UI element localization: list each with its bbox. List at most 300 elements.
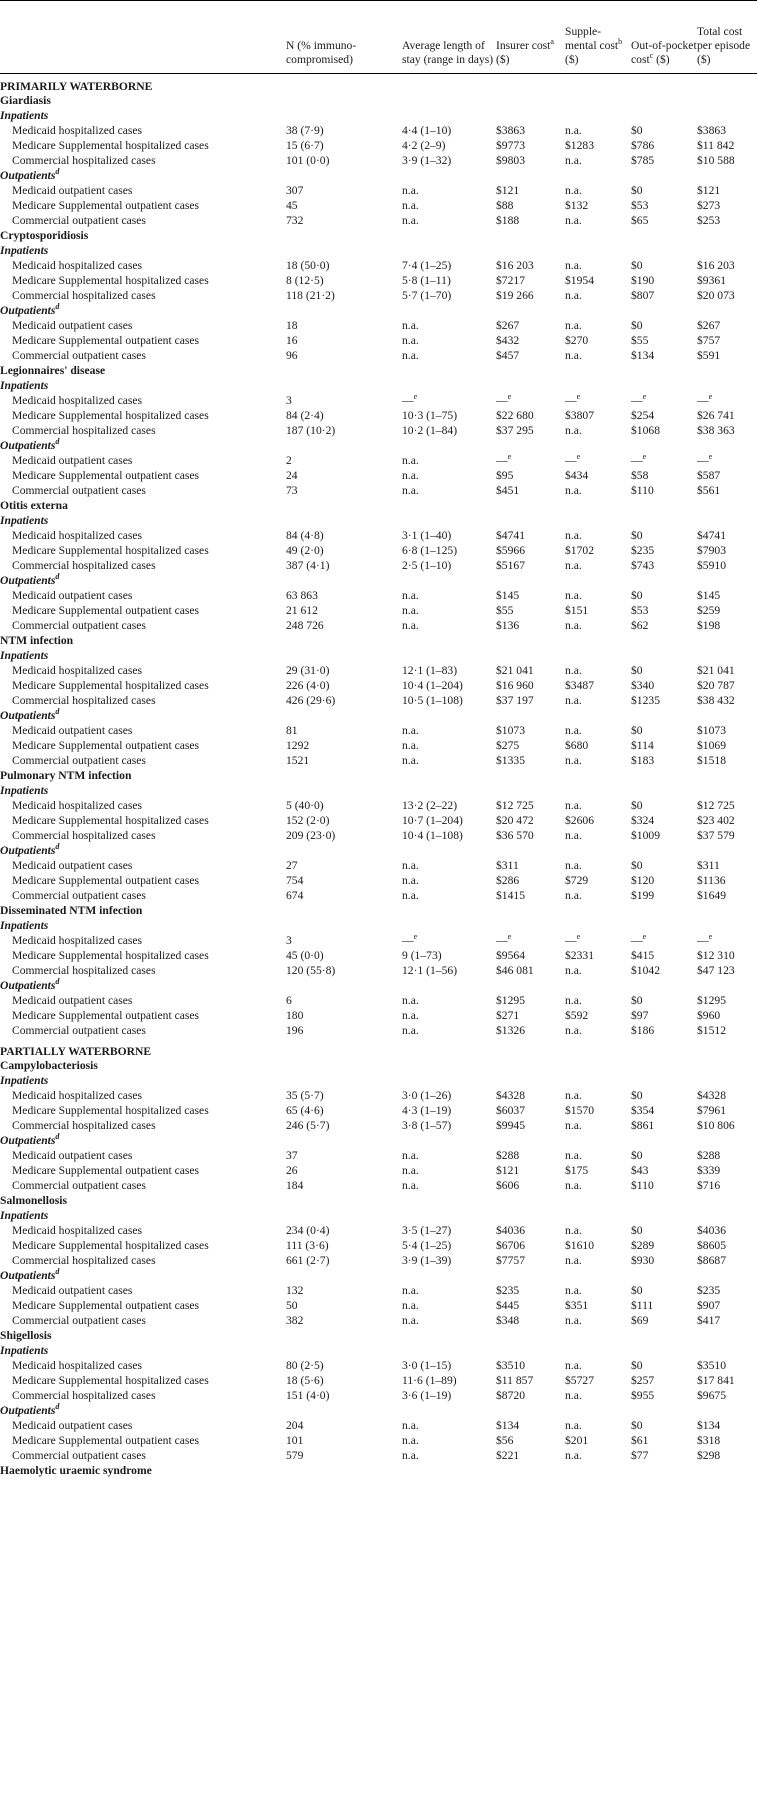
cell-insurer-cost: $9945 [496, 1119, 525, 1132]
cell-supplemental-cost: n.a. [565, 259, 582, 272]
cell-length-of-stay: 7·4 (1–25) [402, 259, 452, 272]
cell-supplemental-cost: n.a. [565, 289, 582, 302]
cell-out-of-pocket-cost: $0 [631, 1224, 643, 1237]
disease-heading-row [0, 1329, 757, 1344]
cell-n: 37 [286, 1149, 298, 1162]
footnote-marker: d [55, 167, 60, 177]
cell-total-cost: $235 [697, 1284, 721, 1297]
cell-length-of-stay: n.a. [402, 1164, 419, 1177]
cell-out-of-pocket-cost: $186 [631, 1024, 655, 1037]
cell-insurer-cost [496, 394, 565, 409]
cell-out-of-pocket-cost: $0 [631, 529, 643, 542]
cell-total-cost: $1512 [697, 1024, 726, 1037]
row-label: Medicare Supplemental hospitalized cases [12, 1374, 209, 1387]
cell-total-cost: $9675 [697, 1389, 726, 1402]
footnote-marker: e [708, 452, 713, 462]
cell-supplemental-cost: n.a. [565, 964, 582, 977]
cell-out-of-pocket-cost: $190 [631, 274, 655, 287]
cell-total-cost: $8605 [697, 1239, 726, 1252]
patient-group-label [0, 979, 757, 994]
cell-length-of-stay [402, 394, 496, 409]
cell-out-of-pocket-cost: $0 [631, 259, 643, 272]
patient-group-row [0, 1134, 757, 1149]
cell-supplemental-cost: n.a. [565, 889, 582, 902]
table-row [0, 1419, 757, 1434]
footnote-marker: e [642, 392, 647, 402]
cell-length-of-stay: n.a. [402, 214, 419, 227]
cell-out-of-pocket-cost: $199 [631, 889, 655, 902]
cell-insurer-cost: $1295 [496, 994, 525, 1007]
footnote-marker: d [55, 437, 60, 447]
cell-insurer-cost: $11 857 [496, 1374, 534, 1387]
row-label: Commercial hospitalized cases [12, 1389, 156, 1402]
cell-n: 45 (0·0) [286, 949, 324, 962]
cell-total-cost: $26 741 [697, 409, 735, 422]
cell-out-of-pocket-cost [631, 934, 697, 949]
cell-total-cost: $47 123 [697, 964, 735, 977]
cell-supplemental-cost: n.a. [565, 1389, 582, 1402]
header-out-of-pocket-cost: Out-of-pocket cost$^c$ ($) [631, 1, 697, 74]
row-label: Commercial hospitalized cases [12, 694, 156, 707]
table-row [0, 1089, 757, 1104]
cell-length-of-stay: 10·3 (1–75) [402, 409, 458, 422]
row-label: Commercial outpatient cases [12, 889, 146, 902]
table-row [0, 859, 757, 874]
table-row [0, 724, 757, 739]
footnote-marker: e [576, 392, 581, 402]
dash-value: — [631, 934, 643, 947]
cell-supplemental-cost [565, 934, 631, 949]
cell-insurer-cost [496, 934, 565, 949]
cell-n: 65 (4·6) [286, 1104, 324, 1117]
cell-n: 6 [286, 994, 292, 1007]
cell-supplemental-cost: $592 [565, 1009, 589, 1022]
cell-out-of-pocket-cost: $111 [631, 1299, 654, 1312]
disease-heading-row [0, 1194, 757, 1209]
row-label: Medicare Supplemental outpatient cases [12, 199, 200, 212]
cell-out-of-pocket-cost: $324 [631, 814, 655, 827]
patient-group-label [0, 709, 757, 724]
footnote-marker: e [642, 452, 647, 462]
table-row [0, 589, 757, 604]
footnote-marker: e [507, 932, 512, 942]
dash-value: — [565, 454, 577, 467]
cell-out-of-pocket-cost: $43 [631, 1164, 649, 1177]
table-row [0, 829, 757, 844]
patient-group-label [0, 304, 757, 319]
cell-insurer-cost: $457 [496, 349, 520, 362]
dash-value: — [697, 394, 709, 407]
cell-n: 16 [286, 334, 298, 347]
cell-supplemental-cost: $151 [565, 604, 589, 617]
footnote-marker: d [55, 1402, 60, 1412]
cell-supplemental-cost: n.a. [565, 349, 582, 362]
dash-value: — [496, 934, 508, 947]
row-label: Medicare Supplemental outpatient cases [12, 874, 200, 887]
patient-group-label [0, 1344, 757, 1359]
cell-length-of-stay: 6·8 (1–125) [402, 544, 458, 557]
cell-out-of-pocket-cost: $183 [631, 754, 655, 767]
cell-total-cost: $1073 [697, 724, 726, 737]
table-row [0, 259, 757, 274]
patient-group-label [0, 244, 757, 259]
cell-n: 101 [286, 1434, 304, 1447]
patient-group-label [0, 1269, 757, 1284]
cell-out-of-pocket-cost: $1009 [631, 829, 660, 842]
cell-n: 209 (23·0) [286, 829, 336, 842]
cell-total-cost: $38 363 [697, 424, 735, 437]
cell-length-of-stay: 3·1 (1–40) [402, 529, 452, 542]
patient-group-row [0, 709, 757, 724]
footnote-marker: e [708, 932, 713, 942]
cell-total-cost: $10 588 [697, 154, 735, 167]
row-label: Medicare Supplemental outpatient cases [12, 1299, 200, 1312]
cell-out-of-pocket-cost: $0 [631, 319, 643, 332]
cell-n: 18 (5·6) [286, 1374, 324, 1387]
disease-heading-row [0, 904, 757, 919]
cell-n: 101 (0·0) [286, 154, 330, 167]
disease-heading-row [0, 634, 757, 649]
cell-insurer-cost: $136 [496, 619, 520, 632]
cell-length-of-stay: 3·9 (1–32) [402, 154, 452, 167]
cell-out-of-pocket-cost: $354 [631, 1104, 655, 1117]
table-row [0, 394, 757, 409]
cell-insurer-cost: $7217 [496, 274, 525, 287]
cell-n: 196 [286, 1024, 304, 1037]
cell-insurer-cost: $16 203 [496, 259, 534, 272]
cell-n: 426 (29·6) [286, 694, 336, 707]
table-row [0, 1009, 757, 1024]
cell-total-cost: $21 041 [697, 664, 735, 677]
cell-insurer-cost: $5966 [496, 544, 525, 557]
patient-group-row [0, 169, 757, 184]
patient-group-row [0, 304, 757, 319]
cell-total-cost: $8687 [697, 1254, 726, 1267]
table-row [0, 469, 757, 484]
cell-supplemental-cost: n.a. [565, 154, 582, 167]
cell-supplemental-cost: n.a. [565, 319, 582, 332]
row-label: Medicaid hospitalized cases [12, 1224, 143, 1237]
cell-length-of-stay: n.a. [402, 889, 419, 902]
dash-value: — [496, 454, 508, 467]
row-label: Commercial outpatient cases [12, 754, 146, 767]
cell-supplemental-cost: n.a. [565, 1089, 582, 1102]
cell-supplemental-cost: n.a. [565, 829, 582, 842]
cell-insurer-cost: $37 295 [496, 424, 534, 437]
cell-out-of-pocket-cost: $254 [631, 409, 655, 422]
patient-group-label [0, 844, 757, 859]
cell-insurer-cost: $16 960 [496, 679, 534, 692]
cell-out-of-pocket-cost: $114 [631, 739, 654, 752]
cell-out-of-pocket-cost: $65 [631, 214, 649, 227]
cell-total-cost: $37 579 [697, 829, 735, 842]
table-row [0, 1119, 757, 1134]
cell-length-of-stay: 5·4 (1–25) [402, 1239, 452, 1252]
cell-n: 84 (4·8) [286, 529, 324, 542]
cell-insurer-cost: $221 [496, 1449, 520, 1462]
cell-length-of-stay: 3·6 (1–19) [402, 1389, 452, 1402]
cell-supplemental-cost: $201 [565, 1434, 589, 1447]
footnote-marker: d [55, 842, 60, 852]
cell-n: 1292 [286, 739, 310, 752]
table-row [0, 664, 757, 679]
cell-total-cost: $7961 [697, 1104, 726, 1117]
table-row [0, 1224, 757, 1239]
cell-insurer-cost: $348 [496, 1314, 520, 1327]
cell-total-cost: $23 402 [697, 814, 735, 827]
row-label: Commercial outpatient cases [12, 214, 146, 227]
cell-insurer-cost: $9803 [496, 154, 525, 167]
cell-supplemental-cost: n.a. [565, 184, 582, 197]
cell-insurer-cost: $121 [496, 1164, 520, 1177]
cell-out-of-pocket-cost: $807 [631, 289, 655, 302]
cell-supplemental-cost: $351 [565, 1299, 589, 1312]
patient-group-row [0, 514, 757, 529]
patient-group-text: Inpatients [0, 919, 49, 932]
patient-group-label [0, 109, 757, 124]
cell-total-cost: $16 203 [697, 259, 735, 272]
cell-length-of-stay: n.a. [402, 1299, 419, 1312]
cell-n: 18 (50·0) [286, 259, 330, 272]
cell-supplemental-cost: $2331 [565, 949, 594, 962]
cell-length-of-stay: 10·4 (1–108) [402, 829, 463, 842]
cell-out-of-pocket-cost: $786 [631, 139, 655, 152]
cell-total-cost: $17 841 [697, 1374, 735, 1387]
cell-out-of-pocket-cost: $62 [631, 619, 649, 632]
cell-out-of-pocket-cost: $955 [631, 1389, 655, 1402]
disease-name: Giardiasis [0, 94, 51, 107]
cell-length-of-stay: n.a. [402, 184, 419, 197]
cell-length-of-stay: n.a. [402, 349, 419, 362]
cell-out-of-pocket-cost: $235 [631, 544, 655, 557]
cell-supplemental-cost: $729 [565, 874, 589, 887]
cell-supplemental-cost: $1954 [565, 274, 594, 287]
patient-group-row [0, 109, 757, 124]
cell-n: 387 (4·1) [286, 559, 330, 572]
header-n: N (% immuno-compromised) [286, 1, 402, 74]
cell-total-cost: $3510 [697, 1359, 726, 1372]
cell-length-of-stay: 12·1 (1–83) [402, 664, 458, 677]
row-label: Medicaid outpatient cases [12, 184, 133, 197]
patient-group-text: Outpatients [0, 709, 56, 722]
cell-length-of-stay: 4·4 (1–10) [402, 124, 452, 137]
cell-length-of-stay: 10·7 (1–204) [402, 814, 463, 827]
table-row [0, 1389, 757, 1404]
row-label: Medicaid outpatient cases [12, 1149, 133, 1162]
footnote-marker: e [413, 932, 418, 942]
row-label: Commercial outpatient cases [12, 1314, 146, 1327]
patient-group-text: Inpatients [0, 244, 49, 257]
table-row [0, 184, 757, 199]
row-label: Medicare Supplemental hospitalized cases [12, 814, 209, 827]
cell-n: 26 [286, 1164, 298, 1177]
cell-supplemental-cost: n.a. [565, 724, 582, 737]
table-row [0, 754, 757, 769]
cell-insurer-cost [496, 454, 565, 469]
table-row [0, 694, 757, 709]
row-label: Commercial outpatient cases [12, 349, 146, 362]
cell-total-cost: $11 842 [697, 139, 735, 152]
table-row [0, 214, 757, 229]
section-title: PRIMARILY WATERBORNE [0, 80, 153, 93]
patient-group-label [0, 1074, 757, 1089]
table-row [0, 1314, 757, 1329]
cell-length-of-stay: 10·5 (1–108) [402, 694, 463, 707]
cell-out-of-pocket-cost: $53 [631, 604, 649, 617]
row-label: Medicaid outpatient cases [12, 454, 133, 467]
patient-group-text: Outpatients [0, 1269, 56, 1282]
patient-group-label [0, 1404, 757, 1419]
cell-length-of-stay: n.a. [402, 454, 419, 467]
patient-group-row [0, 844, 757, 859]
cell-insurer-cost: $288 [496, 1149, 520, 1162]
row-label: Medicaid hospitalized cases [12, 529, 143, 542]
cell-insurer-cost: $1326 [496, 1024, 525, 1037]
table-row [0, 424, 757, 439]
patient-group-label [0, 649, 757, 664]
disease-name: NTM infection [0, 634, 74, 647]
cell-n: 38 (7·9) [286, 124, 324, 137]
patient-group-text: Inpatients [0, 1344, 49, 1357]
disease-heading-row [0, 769, 757, 784]
cell-out-of-pocket-cost: $1042 [631, 964, 660, 977]
cell-out-of-pocket-cost: $0 [631, 589, 643, 602]
cell-n: 382 [286, 1314, 304, 1327]
cell-out-of-pocket-cost: $0 [631, 859, 643, 872]
cell-n: 27 [286, 859, 298, 872]
patient-group-row [0, 1404, 757, 1419]
cell-length-of-stay: 10·2 (1–84) [402, 424, 458, 437]
header-supplemental-cost: Supple-mental cost$^b$ ($) [565, 1, 631, 74]
cell-insurer-cost: $37 197 [496, 694, 534, 707]
row-label: Medicare Supplemental outpatient cases [12, 469, 200, 482]
cell-out-of-pocket-cost: $0 [631, 724, 643, 737]
cell-out-of-pocket-cost: $0 [631, 1149, 643, 1162]
cell-out-of-pocket-cost: $120 [631, 874, 655, 887]
table-row [0, 1239, 757, 1254]
cell-insurer-cost: $55 [496, 604, 514, 617]
cell-n: 3 [286, 394, 292, 407]
cell-supplemental-cost: $1610 [565, 1239, 594, 1252]
header-total-cost: Total cost per episode ($) [697, 1, 757, 74]
row-label: Commercial outpatient cases [12, 484, 146, 497]
cell-out-of-pocket-cost [631, 394, 697, 409]
cell-total-cost: $3863 [697, 124, 726, 137]
cell-total-cost: $4036 [697, 1224, 726, 1237]
cell-insurer-cost: $3863 [496, 124, 525, 137]
cell-n: 8 (12·5) [286, 274, 324, 287]
row-label: Medicare Supplemental hospitalized cases [12, 1104, 209, 1117]
cell-out-of-pocket-cost: $0 [631, 994, 643, 1007]
cell-supplemental-cost: $1570 [565, 1104, 594, 1117]
cell-insurer-cost: $188 [496, 214, 520, 227]
cell-total-cost: $20 073 [697, 289, 735, 302]
cell-insurer-cost: $121 [496, 184, 520, 197]
table-row [0, 889, 757, 904]
cell-length-of-stay: 3·8 (1–57) [402, 1119, 452, 1132]
cell-out-of-pocket-cost: $257 [631, 1374, 655, 1387]
dash-value: — [631, 454, 643, 467]
patient-group-text: Outpatients [0, 844, 56, 857]
cell-supplemental-cost: n.a. [565, 424, 582, 437]
row-label: Medicaid outpatient cases [12, 1419, 133, 1432]
cell-n: 204 [286, 1419, 304, 1432]
row-label: Medicare Supplemental outpatient cases [12, 1434, 200, 1447]
cell-n: 674 [286, 889, 304, 902]
cell-n: 152 (2·0) [286, 814, 330, 827]
disease-heading-row [0, 94, 757, 109]
cell-insurer-cost: $5167 [496, 559, 525, 572]
disease-name: Shigellosis [0, 1329, 52, 1342]
cell-n: 151 (4·0) [286, 1389, 330, 1402]
cell-out-of-pocket-cost: $77 [631, 1449, 649, 1462]
cell-insurer-cost: $7757 [496, 1254, 525, 1267]
table-row [0, 739, 757, 754]
cell-supplemental-cost: n.a. [565, 1179, 582, 1192]
disease-name: Haemolytic uraemic syndrome [0, 1464, 152, 1477]
cell-n: 184 [286, 1179, 304, 1192]
row-label: Commercial hospitalized cases [12, 964, 156, 977]
footnote-marker: e [576, 452, 581, 462]
cell-total-cost: $267 [697, 319, 721, 332]
table-row [0, 409, 757, 424]
cell-supplemental-cost: $2606 [565, 814, 594, 827]
patient-group-label [0, 1209, 757, 1224]
table-row [0, 1299, 757, 1314]
cell-out-of-pocket-cost: $340 [631, 679, 655, 692]
footnote-marker: d [55, 572, 60, 582]
table-row [0, 199, 757, 214]
cell-out-of-pocket-cost: $61 [631, 1434, 649, 1447]
cell-total-cost: $145 [697, 589, 721, 602]
disease-name: Otitis externa [0, 499, 68, 512]
patient-group-text: Outpatients [0, 1404, 56, 1417]
row-label: Medicaid hospitalized cases [12, 124, 143, 137]
patient-group-text: Inpatients [0, 649, 49, 662]
cell-out-of-pocket-cost: $110 [631, 484, 654, 497]
patient-group-row [0, 649, 757, 664]
row-label: Medicare Supplemental outpatient cases [12, 334, 200, 347]
cell-length-of-stay: 10·4 (1–204) [402, 679, 463, 692]
header-insurer-cost: Insurer cost$^a$ ($) [496, 1, 565, 74]
cell-supplemental-cost: n.a. [565, 1359, 582, 1372]
cell-total-cost: $288 [697, 1149, 721, 1162]
cell-length-of-stay: n.a. [402, 859, 419, 872]
cell-n: 81 [286, 724, 298, 737]
cell-supplemental-cost: $270 [565, 334, 589, 347]
cell-out-of-pocket-cost: $1235 [631, 694, 660, 707]
cell-out-of-pocket-cost: $110 [631, 1179, 654, 1192]
cell-n: 45 [286, 199, 298, 212]
section-heading-row [0, 74, 757, 95]
cell-n: 579 [286, 1449, 304, 1462]
cell-out-of-pocket-cost: $0 [631, 124, 643, 137]
cell-n: 661 (2·7) [286, 1254, 330, 1267]
patient-group-row [0, 979, 757, 994]
cell-insurer-cost: $445 [496, 1299, 520, 1312]
disease-name: Campylobacteriosis [0, 1059, 98, 1072]
cell-supplemental-cost: $175 [565, 1164, 589, 1177]
cell-out-of-pocket-cost: $69 [631, 1314, 649, 1327]
cell-out-of-pocket-cost: $785 [631, 154, 655, 167]
cell-insurer-cost: $6706 [496, 1239, 525, 1252]
cell-insurer-cost: $88 [496, 199, 514, 212]
table-row [0, 1359, 757, 1374]
table-row [0, 619, 757, 634]
cell-insurer-cost: $6037 [496, 1104, 525, 1117]
patient-group-text: Inpatients [0, 379, 49, 392]
cell-n: 118 (21·2) [286, 289, 335, 302]
